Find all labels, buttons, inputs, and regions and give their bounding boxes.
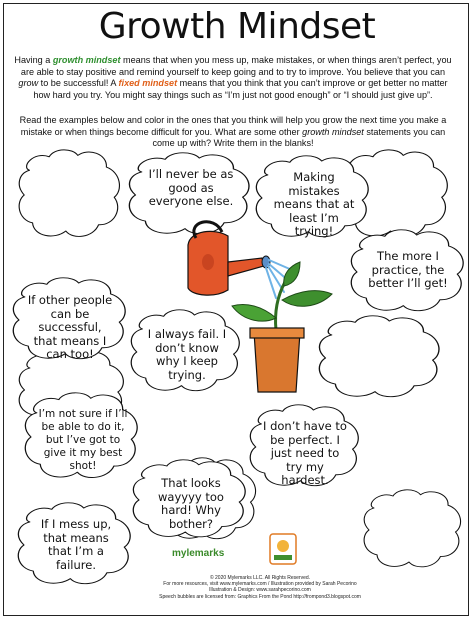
fixed-mindset-term: fixed mindset — [118, 78, 178, 89]
bubble-text-not-sure: I’m not sure if I’ll be able to do it, but I’ve got to give it my best shot! — [38, 408, 128, 472]
mylemarks-logo-icon: mylemarks — [172, 548, 225, 559]
instructions-text-2: statements you can come up with? Write them in the blanks! — [152, 126, 446, 149]
intro-text-1: Having a — [14, 55, 53, 65]
empty-bubble-4[interactable] — [319, 316, 439, 397]
intro-text-4: means that you think that you can’t improve or get better no matter how hard you try. You might say things such as “I’m just not good enough” or “I should just give up”. — [33, 78, 448, 100]
bubble-text-too-hard: That looks wayyyy too hard! Why bother? — [158, 476, 224, 531]
page-title: Growth Mindset — [98, 6, 376, 47]
empty-bubble-6[interactable] — [364, 490, 460, 567]
sarah-pecorino-logo-icon — [270, 534, 296, 564]
instructions-text-1: Read the examples below and color in the ones that you think will help you grow the next time you make a mistake or when things become difficult for you. What are some other — [19, 115, 447, 137]
instructions-growth-term: growth mindset — [302, 126, 364, 137]
footer-copyright: © 2020 Mylemarks LLC. All Rights Reserved. — [209, 575, 311, 581]
bubble-text-practice: The more I practice, the better I’ll get! — [368, 249, 448, 290]
bubble-text-mistakes: Making mistakes means that at least I’m trying! — [273, 170, 355, 238]
grow-word: grow — [18, 78, 39, 89]
intro-text-2: means that when you mess up, make mistakes, or when things aren’t perfect, you are able to stay positive and remind yourself to keep going and to try to improve. You believe that you can — [20, 55, 452, 77]
growth-mindset-term: growth mindset — [52, 55, 121, 65]
bubble-text-mess-up: If I mess up, that means that I’m a failure. — [40, 517, 112, 572]
empty-bubble-1[interactable] — [19, 150, 119, 237]
intro-text-3: to be successful! A — [38, 78, 119, 89]
bubble-text-perfect: I don’t have to be perfect. I just need to try my hardest. — [263, 419, 347, 487]
footer-resources[interactable]: For more resources, visit www.mylemarks.com / Illustration provided by Sarah Pecorino — [163, 581, 357, 588]
footer-illustration[interactable]: Illustration & Design: www.sarahpecorino.com — [209, 587, 311, 594]
bubble-text-always-fail: I always fail. I don’t know why I keep trying. — [147, 327, 227, 382]
plant-icon — [232, 262, 332, 392]
bubble-text-never-good: I’ll never be as good as everyone else. — [148, 167, 234, 208]
footer-credits — [150, 575, 370, 600]
bubble-text-other-people: If other people can be successful, that means I can too! — [27, 293, 113, 361]
footer-speech-bubbles[interactable]: Speech bubbles are licensed from: Graphics From the Pond http://frompond3.blogspot.com — [159, 593, 361, 600]
